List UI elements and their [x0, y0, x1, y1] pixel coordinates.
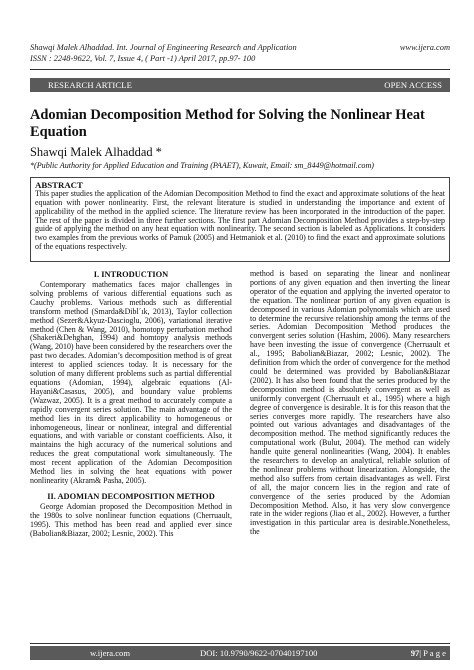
abstract-text: This paper studies the application of the Adomian Decomposition Method to find the exact and approximate solutions of the heat equation with power nonlinearity. First, the relevant literature is studied in understanding the importance and extent of applicability of the method in the applied science. The literature review has been incorporated in the introduction of the paper. The rest of the paper is divided in three further sections. The first part Adomian Decomposition Method provides a step-by-step guide of applying the method on any heat equation with nonlinearity. The second section is labeled as Applications. It considers two examples from the previous works of Pamuk (2005) and Hetmaniok et al. (2010) to find the exact and approximate solutions of the equations respectively.	[35, 189, 445, 252]
access-label: OPEN ACCESS	[384, 80, 442, 90]
left-column	[30, 270, 232, 538]
section-heading-introduction: I. INTRODUCTION	[93, 270, 169, 279]
author-affiliation: *(Public Authority for Applied Education and Training (PAAET), Kuwait, Email: sm_8449@hotmail.com)	[30, 161, 374, 170]
right-column	[250, 270, 450, 537]
issn-line: ISSN : 2248-9622, Vol. 7, Issue 4, ( Part -1) April 2017, pp.97- 100	[30, 53, 256, 63]
article-type-bar	[30, 78, 450, 92]
page-label: | P a g e	[419, 648, 446, 658]
abstract-heading: ABSTRACT	[35, 180, 83, 190]
right-column-text: method is based on separating the linear and nonlinear portions of any given equation and then inverting the linear operator of the equation and applying the inverted operator to the equation. The nonlinear portion of any given equation is decomposed in various Adomian polynomials which are used to determine the recursive relationship among the terms of the series. Adomian Decomposition Method produces the convergent series solution (Hashim, 2006). Many researchers have been investing the issue of convergence (Cherruault et al., 1995; Babolian&Biazar, 2002; Lesnic, 2002). The definition from which the order of convergence for the method could be determined was provided by Babolian&Biazar (2002). It has also been found that the series produced by the decomposition method is absolutely convergent as well as uniformly convergent (Cherruault et al., 1995) where a high degree of convergence is desirable. It is for this reason that the series converges more rapidly. The researchers have also pointed out various advantages and disadvantages of the decomposition method. The method significantly reduces the computational work (Bulut, 2004). The method can widely handle quite general nonlinearities (Wang, 2004). It enables the researchers to develop an analytical, reliable solution of the nonlinear problems without linearization. Alongside, the method also suffers from certain disadvantages as well. First of all, the major concern lies in the region and rate of convergence of the series produced by the Adomian Decomposition Method. Also, it has very slow convergence rate in the wider regions (Jiao et al., 2002). However, a further investigation in this particular area is desirable.Nonetheless, the	[250, 269, 450, 537]
article-type-label: RESEARCH ARTICLE	[48, 80, 132, 90]
footer-doi[interactable]: DOI: 10.9790/9622-07040197100	[200, 648, 318, 658]
journal-header	[30, 43, 450, 64]
journal-website[interactable]: www.ijera.com	[399, 43, 450, 52]
adm-text: George Adomian proposed the Decomposition Method in the 1980s to solve nonlinear function equations (Cherruault, 1995). This method has been read and applied ever since (Babolian&Biazar, 2002; Lesnic, 2002). This	[30, 501, 232, 538]
page-number: 97	[410, 648, 420, 658]
section-heading-adm: II. ADOMIAN DECOMPOSITION METHOD	[47, 491, 215, 501]
author-name: Shawqi Malek Alhaddad *	[30, 145, 162, 159]
footer-website[interactable]: w.ijera.com	[90, 648, 131, 658]
citation-line: Shawqi Malek Alhaddad. Int. Journal of Engineering Research and Application	[30, 43, 297, 52]
paper-title: Adomian Decomposition Method for Solving the Nonlinear Heat Equation	[30, 107, 425, 140]
page-indicator	[411, 648, 446, 658]
page-footer	[30, 646, 450, 660]
introduction-text: Contemporary mathematics faces major challenges in solving problems of various differential equations such as Cauchy problems. Various methods such as differential transform method (Smarda&Dibl´ık, 2013), Taylor collection method (Sezer&Akyuz-Dascioglu, 2006), variational iterative method (Chen & Wang, 2010), homotopy perturbation method (Shakeri&Dehghan, 1994) and homtopy analysis methods (Wang, 2010) have been considered by the researchers over the past two decades. Adomian’s decomposition method is of great interest to applied sciences today. It is necessary for the solution of many different problems such as partial differential equations (Adomian, 1994), algebraic equations (Al-Hayani&Casasus, 2005), and boundary value problems (Wazwaz, 2005). It is a great method to accurately compute a rapidly convergent series solution. The main advantage of the method lies in its direct applicability to homogeneous or inhomogeneous, linear or nonlinear, integral and differential equations, and with variable or constant coefficients. Also, it maintains the high accuracy of the numerical solutions and reduces the great computational work simultaneously. The most recent application of the Adomian Decomposition Method lies in solving the heat equations with power nonlinearity (Akram& Pasha, 2005).	[30, 280, 232, 485]
abstract-box	[30, 177, 450, 262]
footer-divider	[30, 643, 450, 644]
header-divider	[30, 69, 450, 70]
